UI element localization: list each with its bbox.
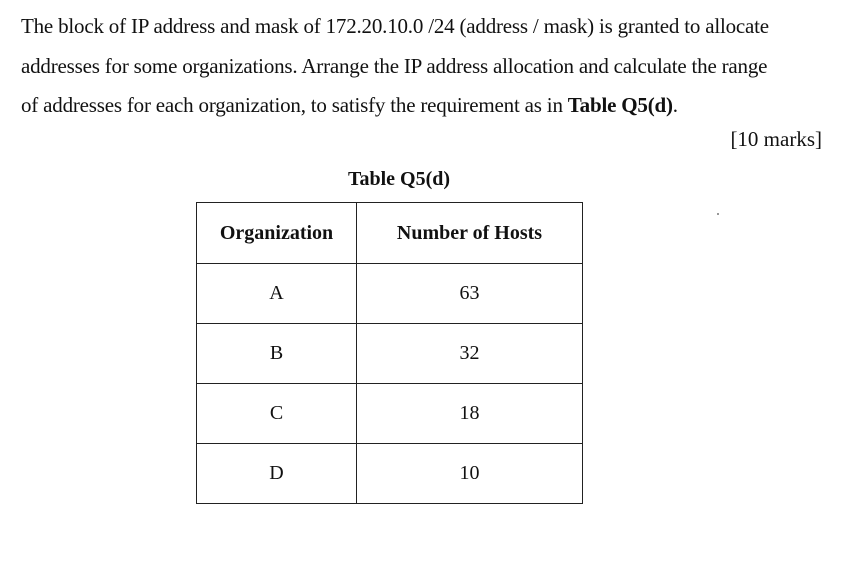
table-caption: Table Q5(d) (348, 168, 451, 190)
question-line-3-text: of addresses for each organization, to satisfy the requirement as in (21, 93, 568, 117)
question-line-3-end: . (672, 93, 678, 117)
question-line-2: addresses for some organizations. Arrange the IP address allocation and calculate the range (21, 54, 768, 78)
hosts-cell: 10 (357, 444, 583, 504)
organization-cell: D (197, 444, 357, 504)
hosts-cell: 32 (357, 324, 583, 384)
table-row (197, 264, 583, 324)
header-organization: Organization (197, 203, 357, 264)
question-line-1: The block of IP address and mask of 172.20.10.0 /24 (address / mask) is granted to allocate (21, 14, 769, 38)
hosts-cell: 18 (357, 384, 583, 444)
table-row (197, 324, 583, 384)
hosts-cell: 63 (357, 264, 583, 324)
organization-cell: C (197, 384, 357, 444)
table-header-row (197, 203, 583, 264)
scan-speck (717, 213, 719, 215)
organization-cell: B (197, 324, 357, 384)
hosts-table (196, 202, 583, 504)
question-line-3 (21, 93, 678, 117)
organization-cell: A (197, 264, 357, 324)
table-row (197, 384, 583, 444)
table-row (197, 444, 583, 504)
marks-label: [10 marks] (730, 127, 822, 151)
table-reference: Table Q5(d) (567, 93, 673, 117)
header-number-of-hosts: Number of Hosts (357, 203, 583, 264)
